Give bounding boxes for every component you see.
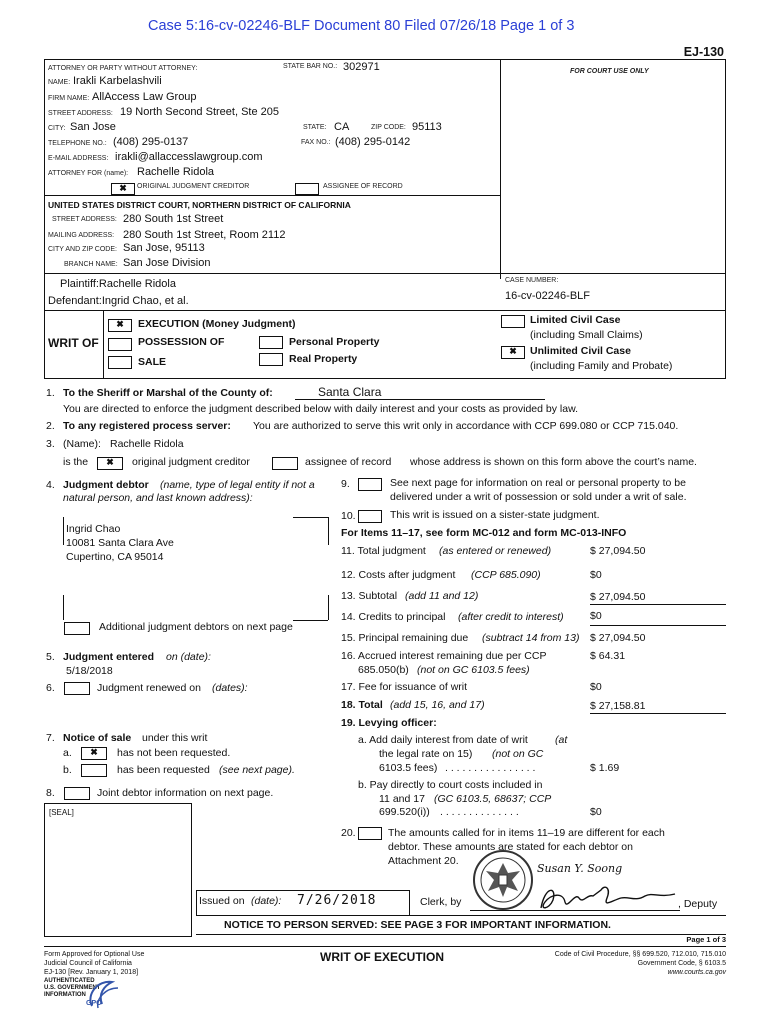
gpo-text-2: U.S. GOVERNMENT	[44, 985, 101, 991]
sale-checkbox[interactable]	[108, 356, 132, 369]
state-bar-label: STATE BAR NO.:	[283, 63, 338, 70]
item-2-text: You are authorized to serve this writ only in accordance with CCP 699.080 or CCP 715.040.	[253, 420, 679, 432]
personal-property-label: Personal Property	[289, 336, 380, 348]
item-3-label: (Name):	[63, 438, 101, 450]
item-20-num: 20.	[341, 827, 356, 839]
item-7a-letter: a.	[63, 747, 72, 759]
item-2-bold: To any registered process server:	[63, 420, 231, 432]
item-6-label: Judgment renewed on	[97, 682, 201, 694]
state-bar-number: 302971	[343, 61, 380, 73]
execution-label: EXECUTION (Money Judgment)	[138, 318, 296, 330]
item-11-value: $ 27,094.50	[590, 545, 646, 557]
item-17-value: $0	[590, 681, 602, 693]
telephone-label: TELEPHONE NO.:	[48, 140, 107, 147]
item-15-ital: (subtract 14 from 13)	[482, 632, 580, 644]
footer-left-2: Judicial Council of California	[44, 960, 132, 967]
attorney-for-name: Rachelle Ridola	[137, 166, 215, 178]
gpo-text-3: INFORMATION	[44, 992, 86, 998]
unlimited-case-checkbox[interactable]: ✖	[501, 346, 525, 359]
item-9-text-1: See next page for information on real or personal property to be	[390, 477, 686, 489]
real-property-label: Real Property	[289, 353, 358, 365]
item-16-label-1: 16. Accrued interest remaining due per CCP	[341, 650, 547, 662]
item-20-checkbox[interactable]	[358, 827, 382, 840]
item-10-checkbox[interactable]	[358, 510, 382, 523]
item-8-num: 8.	[46, 787, 55, 799]
unlimited-case-label: Unlimited Civil Case	[530, 345, 631, 357]
item-12-value: $0	[590, 569, 602, 581]
seal-box	[44, 803, 192, 937]
item-18-label: 18. Total	[341, 699, 383, 711]
attorney-telephone: (408) 295-0137	[113, 136, 189, 148]
case-stamp-header: Case 5:16-cv-02246-BLF Document 80 Filed 07/26/18 Page 1 of 3	[148, 18, 575, 34]
court-branch-label: BRANCH NAME:	[64, 261, 118, 268]
item-13-value: $ 27,094.50	[590, 591, 646, 603]
item-14-value: $0	[590, 610, 602, 622]
issued-on-label: Issued on	[199, 895, 245, 907]
real-property-checkbox[interactable]	[259, 353, 283, 366]
item-6-num: 6.	[46, 682, 55, 694]
court-street-label: STREET ADDRESS:	[52, 216, 117, 223]
item-19b-dots: . . . . . . . . . . . . . .	[440, 806, 519, 818]
item-20-text-2: debtor. These amounts are stated for each debtor on	[388, 841, 633, 853]
item-18-value: $ 27,158.81	[590, 700, 646, 712]
item-7b-ital: (see next page).	[219, 764, 295, 776]
item-3-tail: whose address is shown on this form above the court’s name.	[410, 456, 697, 468]
attorney-fax: (408) 295-0142	[335, 136, 411, 148]
court-mail-label: MAILING ADDRESS:	[48, 232, 115, 239]
item-1-text: You are directed to enforce the judgment described below with daily interest and your costs as provided by law.	[63, 403, 578, 415]
attorney-state: CA	[334, 121, 350, 133]
item-19a-dots: . . . . . . . . . . . . . . . .	[445, 762, 536, 774]
item-4-num: 4.	[46, 479, 55, 491]
footer-left	[44, 950, 144, 977]
item-7b-checkbox[interactable]	[81, 764, 107, 777]
original-creditor-label: ORIGINAL JUDGMENT CREDITOR	[137, 183, 250, 190]
deputy-label: , Deputy	[678, 898, 718, 910]
state-label: STATE:	[303, 124, 327, 131]
firm-label: FIRM NAME:	[48, 95, 90, 102]
item-5-num: 5.	[46, 651, 55, 663]
item-19a-line-3: 6103.5 fees)	[379, 762, 438, 774]
footer-right-1: Code of Civil Procedure, §§ 699.520, 712.010, 715.010	[554, 951, 726, 958]
gpo-text-1: AUTHENTICATED	[44, 978, 95, 984]
item-19a-ital-2: (not on GC	[492, 748, 544, 760]
footer-left-3: EJ-130 [Rev. January 1, 2018]	[44, 969, 139, 976]
item-4-bold: Judgment debtor	[63, 479, 149, 491]
court-use-only: FOR COURT USE ONLY	[570, 68, 649, 75]
item-19-label: 19. Levying officer:	[341, 717, 437, 729]
item-4-ital-2: natural person, and last known address):	[63, 492, 253, 504]
notice-to-person-served: NOTICE TO PERSON SERVED: SEE PAGE 3 FOR IMPORTANT INFORMATION.	[224, 919, 611, 931]
item-19b-line-3: 699.520(i))	[379, 806, 430, 818]
item-19b-ital: (GC 6103.5, 68637; CCP	[434, 793, 552, 805]
item-4-ital: (name, type of legal entity if not a	[160, 479, 315, 491]
limited-case-sub: (including Small Claims)	[530, 329, 643, 341]
zip-label: ZIP CODE:	[371, 124, 406, 131]
item-12-ital: (CCP 685.090)	[471, 569, 541, 581]
item-13-ital: (add 11 and 12)	[405, 590, 479, 602]
item-15-value: $ 27,094.50	[590, 632, 646, 644]
possession-checkbox[interactable]	[108, 338, 132, 351]
item-3-is: is the	[63, 456, 89, 468]
item-16-label-2: 685.050(b)	[358, 664, 409, 676]
item-11-label: 11. Total judgment	[341, 545, 426, 557]
street-label: STREET ADDRESS:	[48, 110, 113, 117]
writ-of-label: WRIT OF	[48, 336, 99, 350]
item-3-assignee: assignee of record	[305, 456, 392, 468]
item-7-bold: Notice of sale	[63, 732, 132, 744]
item-14-ital: (after credit to interest)	[458, 611, 564, 623]
form-id: EJ-130	[683, 45, 724, 59]
item-17-label: 17. Fee for issuance of writ	[341, 681, 468, 693]
item-6-checkbox[interactable]	[64, 682, 90, 695]
item-16-ital: (not on GC 6103.5 fees)	[417, 664, 530, 676]
attorney-email: irakli@allaccesslawgroup.com	[115, 151, 263, 163]
item-19a-line-1: a. Add daily interest from date of writ	[358, 734, 528, 746]
item-7-num: 7.	[46, 732, 55, 744]
item-19b-value: $0	[590, 806, 602, 818]
item-8-label: Joint debtor information on next page.	[97, 787, 274, 799]
item-19b-line-1: b. Pay directly to court costs included in	[358, 779, 543, 791]
item-9-text-2: delivered under a writ of possession or sold under a writ of sale.	[390, 491, 687, 503]
assignee-checkbox[interactable]	[295, 183, 319, 195]
item-20-text-1: The amounts called for in items 11–19 are different for each	[388, 827, 665, 839]
court-title: UNITED STATES DISTRICT COURT, NORTHERN DISTRICT OF CALIFORNIA	[48, 200, 351, 210]
item-10-text: This writ is issued on a sister-state judgment.	[390, 509, 600, 521]
issued-on-ital: (date):	[251, 895, 282, 907]
item-19a-line-2: the legal rate on 15)	[379, 748, 473, 760]
attorney-city: San Jose	[70, 121, 116, 133]
item-20-text-3: Attachment 20.	[388, 855, 459, 867]
item-1-label: To the Sheriff or Marshal of the County of:	[63, 387, 273, 399]
attorney-name: Irakli Karbelashvili	[73, 75, 162, 87]
footer-right-2: Government Code, § 6103.5	[637, 960, 726, 967]
city-label: CITY:	[48, 125, 66, 132]
item-12-label: 12. Costs after judgment	[341, 569, 456, 581]
sale-label: SALE	[138, 356, 167, 368]
item-13-label: 13. Subtotal	[341, 590, 398, 602]
court-seal-emblem	[472, 849, 534, 911]
attorney-street: 19 North Second Street, Ste 205	[120, 106, 279, 118]
item-11-ital: (as entered or renewed)	[439, 545, 552, 557]
attorney-label: ATTORNEY OR PARTY WITHOUT ATTORNEY:	[48, 65, 198, 72]
item-8-checkbox[interactable]	[64, 787, 90, 800]
item-5-bold: Judgment entered	[63, 651, 155, 663]
plaintiff: Plaintiff:Rachelle Ridola	[60, 278, 176, 290]
email-label: E-MAIL ADDRESS:	[48, 155, 109, 162]
execution-checkbox[interactable]: ✖	[108, 319, 132, 332]
limited-case-label: Limited Civil Case	[530, 314, 621, 326]
item-18-ital: (add 15, 16, and 17)	[390, 699, 485, 711]
item-9-num: 9.	[341, 478, 350, 490]
court-mail: 280 South 1st Street, Room 2112	[123, 229, 286, 241]
item-3-num: 3.	[46, 438, 55, 450]
court-city: San Jose, 95113	[123, 242, 205, 254]
limited-case-checkbox[interactable]	[501, 315, 525, 328]
unlimited-case-sub: (including Family and Probate)	[530, 360, 673, 372]
original-creditor-checkbox[interactable]: ✖	[111, 183, 135, 195]
item-10-num: 10.	[341, 510, 356, 522]
case-number: 16-cv-02246-BLF	[505, 290, 590, 302]
attorney-zip: 95113	[412, 121, 442, 133]
footer-right	[555, 950, 726, 977]
court-branch: San Jose Division	[123, 257, 211, 269]
item-16-value: $ 64.31	[590, 650, 626, 662]
debtor-name: Ingrid Chao	[66, 523, 121, 535]
item-3-original: original judgment creditor	[132, 456, 250, 468]
for-items-heading: For Items 11–17, see form MC-012 and form MC-013-INFO	[341, 527, 627, 539]
assignee-label: ASSIGNEE OF RECORD	[323, 183, 403, 190]
name-label: NAME:	[48, 79, 71, 86]
footer-left-1: Form Approved for Optional Use	[44, 951, 145, 958]
debtor-city: Cupertino, CA 95014	[66, 551, 164, 563]
item-19a-value: $ 1.69	[590, 762, 620, 774]
court-street: 280 South 1st Street	[123, 213, 224, 225]
clerk-typed-name: Susan Y. Soong	[537, 862, 623, 875]
item-5-date: 5/18/2018	[66, 665, 113, 677]
item-9-checkbox[interactable]	[358, 478, 382, 491]
footer-right-3: www.courts.ca.gov	[667, 969, 726, 976]
item-6-ital: (dates):	[212, 682, 248, 694]
item-3-name: Rachelle Ridola	[110, 438, 184, 450]
item-3-assignee-checkbox[interactable]	[272, 457, 298, 470]
gpo-text-4: GPO	[86, 1000, 102, 1007]
case-number-label: CASE NUMBER:	[505, 277, 559, 284]
court-city-label: CITY AND ZIP CODE:	[48, 246, 117, 253]
additional-debtors-checkbox[interactable]	[64, 622, 90, 635]
item-5-label: on (date):	[166, 651, 211, 663]
item-1-num: 1.	[46, 387, 55, 399]
clerk-by-label: Clerk, by	[420, 896, 462, 908]
item-19a-ital-1: (at	[555, 734, 568, 746]
additional-debtors-label: Additional judgment debtors on next page	[99, 621, 293, 633]
attorney-for-label: ATTORNEY FOR (name):	[48, 170, 129, 177]
footer-form-title: WRIT OF EXECUTION	[320, 950, 444, 964]
item-19b-line-2: 11 and 17	[379, 793, 425, 805]
item-14-label: 14. Credits to principal	[341, 611, 446, 623]
item-7-label: under this writ	[142, 732, 208, 744]
item-7a-label: has not been requested.	[117, 747, 231, 759]
item-2-num: 2.	[46, 420, 55, 432]
fax-label: FAX NO.:	[301, 139, 331, 146]
item-15-label: 15. Principal remaining due	[341, 632, 469, 644]
possession-label: POSSESSION OF	[138, 336, 225, 348]
item-7b-label: has been requested	[117, 764, 210, 776]
debtor-street: 10081 Santa Clara Ave	[66, 537, 174, 549]
seal-label: [SEAL]	[49, 808, 74, 817]
page-number: Page 1 of 3	[686, 935, 726, 944]
item-3-original-checkbox[interactable]: ✖	[97, 457, 123, 470]
defendant: Defendant:Ingrid Chao, et al.	[48, 295, 189, 307]
firm-name: AllAccess Law Group	[92, 91, 197, 103]
item-7a-checkbox[interactable]: ✖	[81, 747, 107, 760]
county-value: Santa Clara	[318, 385, 382, 399]
personal-property-checkbox[interactable]	[259, 336, 283, 349]
item-7b-letter: b.	[63, 764, 72, 776]
issued-date: 7/26/2018	[297, 893, 377, 908]
